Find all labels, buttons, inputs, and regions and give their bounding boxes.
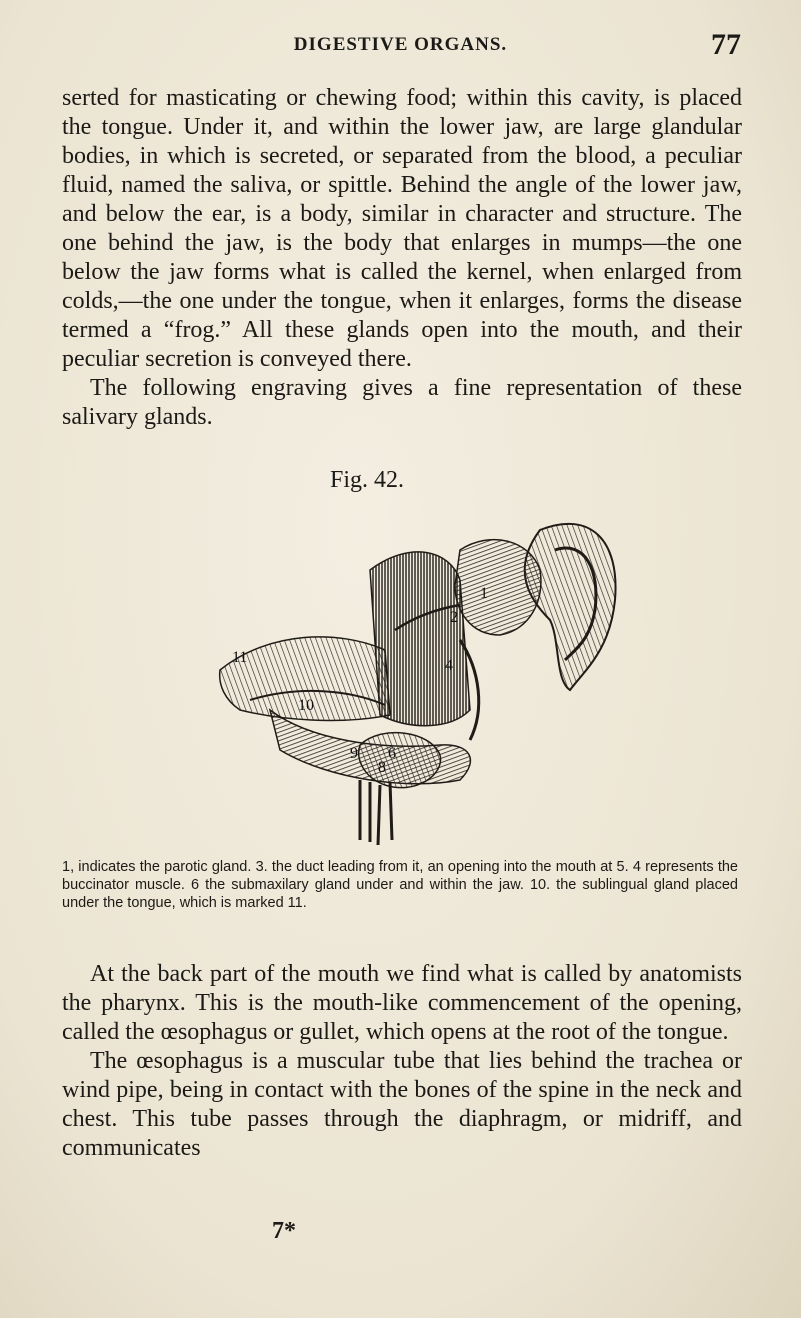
marker-11: 11 [232, 649, 248, 666]
figure-caption: 1, indicates the parotic gland. 3. the duct leading from it, an opening into the mouth at 5. 4 represents the buccinator muscle. 6 the submaxilary gland under and within the jaw. 10. the sublingual gland placed under the tongue, which is marked 11. [62, 859, 738, 911]
bottom-text-block [62, 960, 742, 1163]
salivary-glands-engraving [210, 510, 630, 850]
marker-4: 4 [445, 657, 453, 674]
marker-9: 9 [350, 745, 358, 762]
marker-10: 10 [298, 697, 314, 714]
marker-2: 2 [450, 609, 458, 626]
paragraph: The following engraving gives a fine representation of these salivary glands. [62, 375, 742, 430]
marker-1: 1 [480, 585, 488, 602]
marker-6: 6 [388, 745, 396, 762]
figure-label: Fig. 42. [330, 467, 405, 493]
signature-mark: 7* [272, 1218, 296, 1244]
paragraph: The œsophagus is a muscular tube that lies behind the trachea or wind pipe, being in contact with the bones of the spine in the neck and chest. This tube passes through the diaphragm, or midriff, and communicates [62, 1048, 742, 1161]
top-text-block [62, 84, 742, 432]
marker-8: 8 [378, 759, 386, 776]
page-number: 77 [711, 28, 741, 61]
paragraph: serted for masticating or chewing food; within this cavity, is placed the tongue. Under it, and within the lower jaw, are large glandular bodies, in which is secreted, or separated from the blood, a peculiar fluid, named the saliva, or spittle. Behind the angle of the lower jaw, and below the ear, is a body, similar in character and structure. The one behind the jaw, is the body that enlarges in mumps—the one below the jaw forms what is called the kernel, when enlarged from colds,—the one under the tongue, when it enlarges, forms the disease termed a “frog.” All these glands open into the mouth, and their peculiar secretion is conveyed there. [62, 85, 742, 372]
running-header: DIGESTIVE ORGANS. [293, 34, 508, 55]
paragraph: At the back part of the mouth we find what is called by anatomists the pharynx. This is the mouth-like commencement of the opening, called the œsophagus or gullet, which opens at the root of the tongue. [62, 961, 742, 1045]
